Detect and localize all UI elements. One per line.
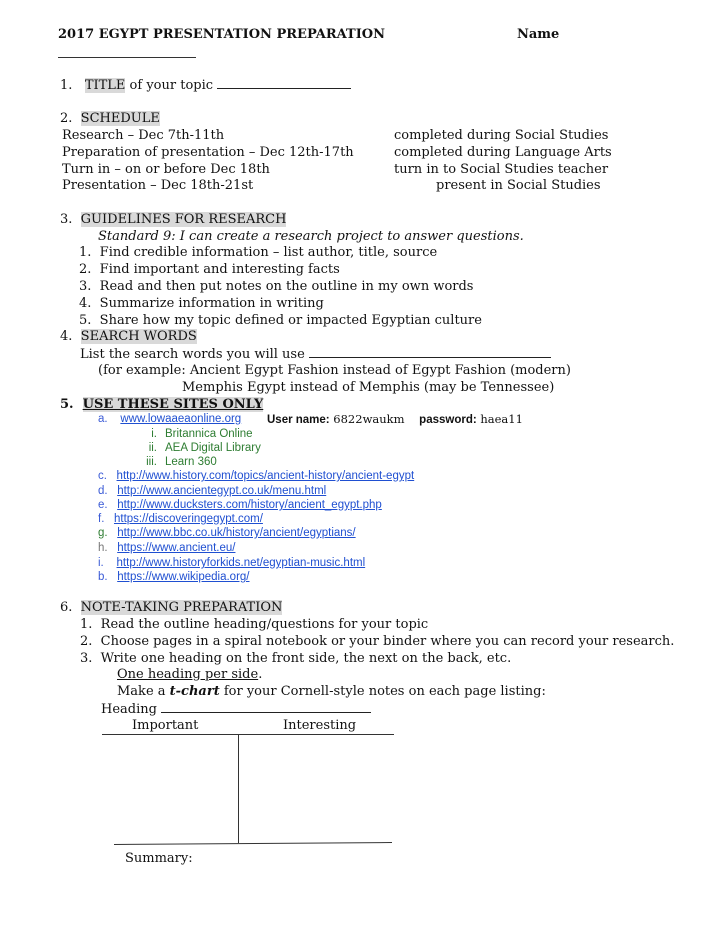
site-link[interactable]: http://www.ancientegypt.co.uk/menu.html <box>117 485 327 497</box>
section-2-heading <box>60 110 160 127</box>
sub-britannica[interactable]: Britannica Online <box>165 428 253 440</box>
tchart-heading-blank <box>161 700 371 713</box>
name-label: Name <box>517 27 560 42</box>
schedule-left-2: Preparation of presentation – Dec 12th-17th <box>62 145 354 160</box>
summary-label: Summary: <box>125 851 193 866</box>
site-link[interactable]: http://www.historyforkids.net/egyptian-music.html <box>116 557 366 569</box>
tchart-divider <box>238 735 239 843</box>
schedule-left-4: Presentation – Dec 18th-21st <box>62 178 254 193</box>
guideline-4: 4. Summarize information in writing <box>79 296 324 311</box>
site-link[interactable]: https://www.wikipedia.org/ <box>117 571 250 583</box>
tchart-column-interesting: Interesting <box>283 718 357 733</box>
search-example-1: (for example: Ancient Egypt Fashion instead of Egypt Fashion (modern) <box>98 363 571 378</box>
site-a-link[interactable]: www.lowaaeaonline.org <box>120 413 242 425</box>
site-link[interactable]: http://www.history.com/topics/ancient-history/ancient-egypt <box>116 470 415 482</box>
site-h-row: h. https://www.ancient.eu/ <box>98 542 236 554</box>
tchart-heading-label: Heading <box>101 700 371 718</box>
schedule-left-3: Turn in – on or before Dec 18th <box>62 162 270 177</box>
site-f-row: f. https://discoveringegypt.com/ <box>98 513 263 525</box>
site-b-row: b. https://www.wikipedia.org/ <box>98 571 250 583</box>
site-d-row: d. http://www.ancientegypt.co.uk/menu.html <box>98 485 327 497</box>
section-3-heading <box>60 211 286 228</box>
section-4-heading <box>60 328 197 345</box>
sub-aea-digital-library[interactable]: AEA Digital Library <box>165 442 261 454</box>
section-2-number: 2. <box>60 111 73 126</box>
schedule-left-1: Research – Dec 7th-11th <box>62 128 225 143</box>
schedule-right-4: present in Social Studies <box>436 178 601 193</box>
login-info: User name: 6822waukm password: haea11 <box>267 412 523 426</box>
site-link[interactable]: https://www.ancient.eu/ <box>117 542 236 554</box>
note-step-2: 2. Choose pages in a spiral notebook or your binder where you can record your research. <box>80 634 675 649</box>
section-2-title: SCHEDULE <box>80 111 160 126</box>
site-e-row: e. http://www.ducksters.com/history/ancient_egypt.php <box>98 499 382 511</box>
site-link[interactable]: http://www.ducksters.com/history/ancient_egypt.php <box>117 499 382 511</box>
note-step-3: 3. Write one heading on the front side, the next on the back, etc. <box>80 651 512 666</box>
topic-title-blank <box>217 76 351 89</box>
standard-9: Standard 9: I can create a research project to answer questions. <box>98 229 524 244</box>
section-3-title: GUIDELINES FOR RESEARCH <box>80 212 287 227</box>
site-g-row: g. http://www.bbc.co.uk/history/ancient/egyptians/ <box>98 527 356 539</box>
section-4-title: SEARCH WORDS <box>80 329 197 344</box>
site-link[interactable]: http://www.bbc.co.uk/history/ancient/egyptians/ <box>117 527 356 539</box>
tchart-top-line <box>102 734 394 735</box>
guideline-1: 1. Find credible information – list author, title, source <box>79 245 438 260</box>
section-5-number: 5. <box>60 397 74 412</box>
guideline-3: 3. Read and then put notes on the outline in my own words <box>79 279 474 294</box>
tchart-bottom-line <box>114 842 392 845</box>
search-words-blank <box>309 345 551 358</box>
user-name-value: 6822waukm <box>333 412 405 426</box>
schedule-right-3: turn in to Social Studies teacher <box>394 162 609 177</box>
sub-learn-360[interactable]: Learn 360 <box>165 456 217 468</box>
page-title: 2017 EGYPT PRESENTATION PREPARATION <box>58 27 386 42</box>
name-blank-line <box>58 57 196 58</box>
note-step-1: 1. Read the outline heading/questions for your topic <box>80 617 429 632</box>
section-6-heading <box>60 599 282 616</box>
password-value: haea11 <box>480 412 523 426</box>
site-c-row: c. http://www.history.com/topics/ancient-history/ancient-egypt <box>98 470 415 482</box>
section-4-number: 4. <box>60 329 73 344</box>
guideline-2: 2. Find important and interesting facts <box>79 262 340 277</box>
section-6-number: 6. <box>60 600 73 615</box>
tchart-column-important: Important <box>132 718 199 733</box>
schedule-right-2: completed during Language Arts <box>394 145 612 160</box>
search-example-2: Memphis Egypt instead of Memphis (may be Tennessee) <box>182 380 555 395</box>
tchart-instruction: Make a t-chart for your Cornell-style notes on each page listing: <box>117 684 546 699</box>
site-i-row: i. http://www.historyforkids.net/egyptian-music.html <box>98 557 366 569</box>
section-1-number: 1. <box>60 78 73 93</box>
section-1-text: of your topic <box>125 78 214 93</box>
site-a-row: a. www.lowaaeaonline.org <box>98 413 242 425</box>
section-3-number: 3. <box>60 212 73 227</box>
site-link[interactable]: https://discoveringegypt.com/ <box>113 513 263 525</box>
section-5-heading <box>60 396 263 413</box>
section-6-title: NOTE-TAKING PREPARATION <box>80 600 283 615</box>
search-words-line: List the search words you will use <box>80 345 551 363</box>
section-1-title-word: TITLE <box>84 78 126 93</box>
guideline-5: 5. Share how my topic defined or impacted Egyptian culture <box>79 313 482 328</box>
section-1 <box>60 76 351 94</box>
schedule-right-1: completed during Social Studies <box>394 128 609 143</box>
one-heading-note: One heading per side. <box>117 667 263 682</box>
section-5-title: USE THESE SITES ONLY <box>82 397 264 412</box>
